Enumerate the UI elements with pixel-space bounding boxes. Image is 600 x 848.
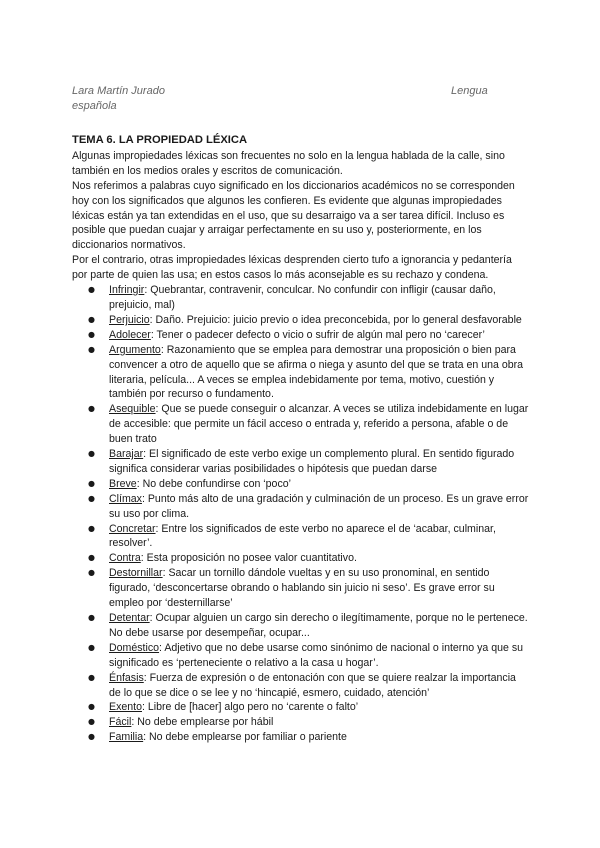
- term-word: Exento: [109, 701, 142, 714]
- term-word: Barajar: [109, 448, 144, 461]
- term-definition: : Que se puede conseguir o alcanzar. A veces se utiliza indebidamente en lugar de accesible: que permite un fácil acceso o entrada y, referido a persona, afable o de buen trato: [109, 403, 529, 446]
- document-body: [72, 133, 530, 745]
- paragraph: Por el contrario, otras impropiedades léxicas desprenden cierto tufo a ignorancia y pedantería por parte de quien las usa; en estos casos lo más aconsejable es su rechazo y condena.: [72, 254, 512, 282]
- term-list-item: [72, 551, 530, 566]
- term-word: Adolecer: [109, 328, 151, 341]
- term-word: Perjuicio: [109, 313, 150, 326]
- term-word: Fácil: [109, 716, 132, 729]
- term-list-item: [72, 328, 530, 343]
- term-definition: : No debe emplearse por hábil: [131, 716, 274, 729]
- term-list-item: [72, 566, 530, 611]
- term-definition: : Razonamiento que se emplea para demostrar una proposición o bien para convencer a otro de aquello que se afirma o niega y asunto del que se trata en una obra literaria, película... A veces se emplea indebidamente por tema, motivo, cuestión y también por recurso o fundamento.: [109, 343, 524, 401]
- term-word: Breve: [109, 477, 137, 490]
- term-definition: : Quebrantar, contravenir, conculcar. No confundir con infligir (causar daño, prejuicio, mal): [109, 284, 496, 311]
- header-author: Lara Martín Jurado: [72, 85, 165, 97]
- term-list-item: [72, 447, 530, 477]
- term-definition: : Esta proposición no posee valor cuantitativo.: [140, 552, 357, 565]
- term-list-item: [72, 700, 530, 715]
- term-word: Doméstico: [109, 641, 160, 654]
- term-word: Contra: [109, 552, 141, 565]
- paragraph: Algunas impropiedades léxicas son frecuentes no solo en la lengua hablada de la calle, sino también en los medios orales y escritos de comunicación.: [72, 149, 505, 177]
- term-word: Énfasis: [109, 671, 144, 684]
- term-list-item: [72, 611, 530, 641]
- header-subject: Lengua: [451, 85, 488, 97]
- term-definition: : Daño. Prejuicio: juicio previo o idea preconcebida, por lo general desfavorable: [149, 313, 522, 326]
- term-definition: : Libre de [hacer] algo pero no ‘carente o falto’: [141, 701, 359, 714]
- term-definition: : No debe emplearse por familiar o pariente: [143, 731, 347, 744]
- term-word: Destornillar: [109, 567, 163, 580]
- term-list-item: [72, 730, 530, 745]
- term-word: Concretar: [109, 522, 156, 535]
- term-word: Argumento: [109, 343, 161, 356]
- term-list-item: [72, 283, 530, 313]
- term-list-item: [72, 671, 530, 701]
- term-word: Infringir: [109, 284, 145, 297]
- term-list-item: [72, 477, 530, 492]
- term-definition: : Punto más alto de una gradación y culminación de un proceso. Es un grave error su uso por clima.: [109, 492, 529, 520]
- term-list-item: [72, 313, 530, 328]
- term-definition: : Entre los significados de este verbo no aparece el de ‘acabar, culminar, resolver’.: [109, 522, 496, 550]
- term-word: Detentar: [109, 612, 150, 624]
- document-title: TEMA 6. LA PROPIEDAD LÉXICA: [72, 134, 248, 146]
- term-list-item: [72, 715, 530, 730]
- header-subject-continued: española: [72, 100, 117, 112]
- term-definition: : Adjetivo que no debe usarse como sinónimo de nacional o interno ya que su significado es ‘perteneciente o relativo a la casa u hogar’.: [109, 641, 524, 669]
- term-definition: : Fuerza de expresión o de entonación con que se quiere realzar la importancia de lo que se dice o se lee y no ‘hincapié, esmero, cuidado, atención’: [109, 671, 516, 699]
- paragraph: Nos referimos a palabras cuyo significado en los diccionarios académicos no se corresponden hoy con los significados que algunos les confieren. Es evidente que algunas impropiedades léxicas están ya tan extendidas en el uso, que su desarraigo va a ser tarea difícil. Incluso es posible que puedan cuajar y arraigar perfectamente en su uso y, posteriormente, en los diccionarios normativos.: [72, 179, 515, 252]
- term-list-item: [72, 343, 530, 403]
- term-definition: : No debe confundirse con ‘poco’: [136, 477, 291, 490]
- term-list-item: [72, 641, 530, 671]
- term-list-item: [72, 522, 530, 552]
- term-word: Clímax: [109, 492, 142, 505]
- term-list: [72, 283, 530, 745]
- term-list-item: [72, 492, 530, 522]
- term-word: Familia: [109, 731, 144, 744]
- term-definition: : Sacar un tornillo dándole vueltas y en su uso pronominal, en sentido figurado, ‘desconcertarse obrando o hablando sin juicio ni seso’. Es grave error su empleo por ‘desternillarse’: [109, 567, 495, 610]
- term-list-item: [72, 402, 530, 447]
- term-word: Asequible: [109, 403, 156, 416]
- term-definition: : Ocupar alguien un cargo sin derecho o ilegítimamente, porque no le pertenece. No debe usarse por desempeñar, ocupar...: [109, 612, 528, 639]
- term-definition: : El significado de este verbo exige un complemento plural. En sentido figurado significa considerar varias posibilidades o hipótesis que puedan darse: [109, 448, 515, 475]
- page-header: [72, 84, 528, 114]
- term-definition: : Tener o padecer defecto o vicio o sufrir de algún mal pero no ‘carecer’: [150, 328, 485, 341]
